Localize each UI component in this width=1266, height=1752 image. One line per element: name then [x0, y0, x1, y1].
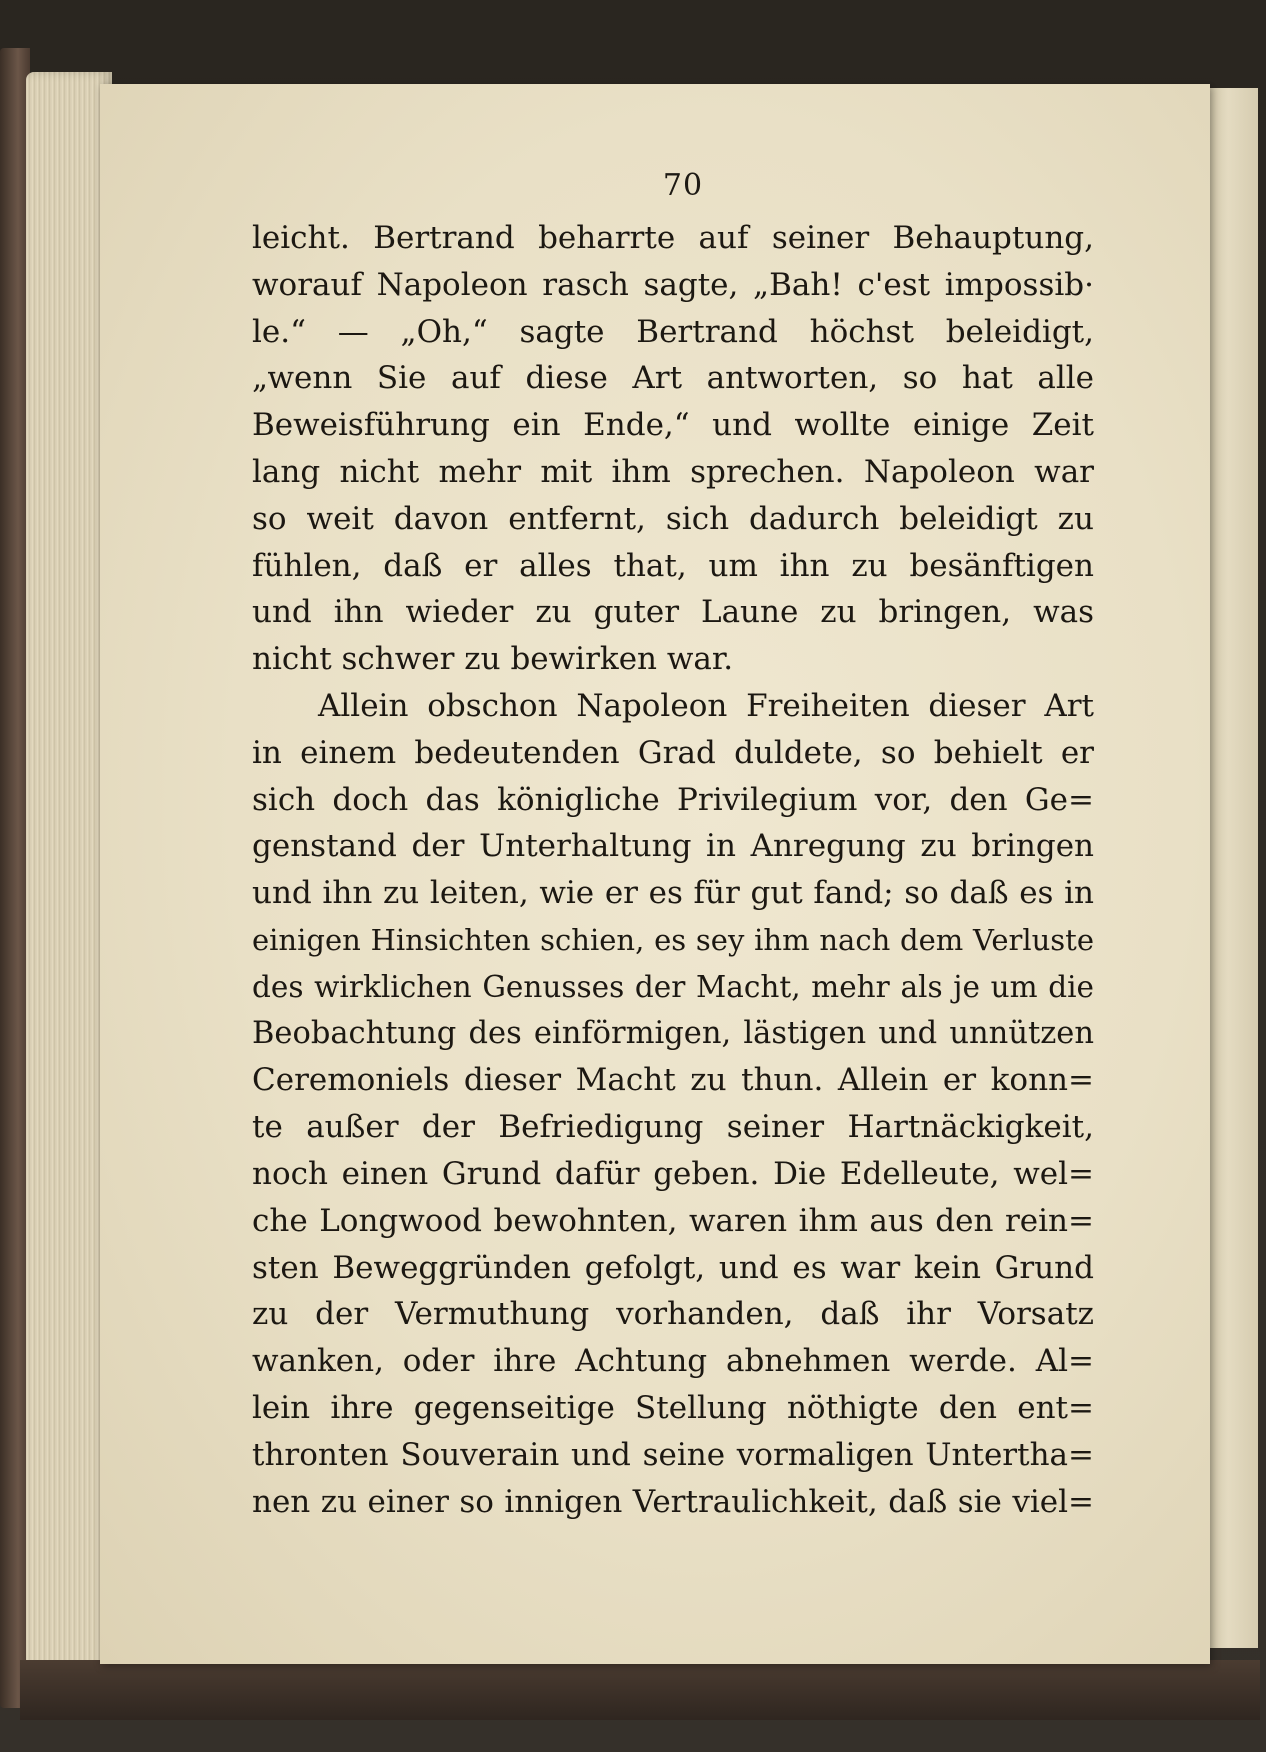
text-line: in einem bedeutenden Grad duldete, so behielt er	[252, 734, 1094, 771]
page-text	[252, 215, 1094, 1525]
text-line: einigen Hinsichten schien, es sey ihm nach dem Verluste	[252, 922, 1094, 957]
text-line: Allein obschon Napoleon Freiheiten dieser Art	[318, 687, 1094, 724]
text-line: thronten Souverain und seine vormaligen Untertha=	[252, 1436, 1094, 1473]
text-line: nicht schwer zu bewirken war.	[252, 641, 734, 678]
text-line: te außer der Befriedigung seiner Hartnäckigkeit,	[252, 1109, 1094, 1146]
text-line: noch einen Grund dafür geben. Die Edelleute, wel=	[252, 1155, 1094, 1192]
text-line: le.“ — „Oh,“ sagte Bertrand höchst beleidigt,	[252, 313, 1094, 350]
text-line: leicht. Bertrand beharrte auf seiner Behauptung,	[252, 220, 1094, 256]
text-line: des wirklichen Genusses der Macht, mehr als je um die	[252, 969, 1094, 1004]
text-line: wanken, oder ihre Achtung abnehmen werde. Al=	[252, 1343, 1094, 1380]
text-line: worauf Napoleon rasch sagte, „Bah! c'est impossib·	[252, 266, 1094, 303]
text-line: lein ihre gegenseitige Stellung nöthigte den ent=	[252, 1389, 1094, 1426]
text-line: Ceremoniels dieser Macht zu thun. Allein er konn=	[252, 1062, 1094, 1099]
text-line: nen zu einer so innigen Vertraulichkeit, daß sie viel=	[252, 1483, 1094, 1520]
text-line: che Longwood bewohnten, waren ihm aus den rein=	[252, 1202, 1094, 1239]
book-cover-bottom	[20, 1660, 1260, 1720]
text-line: „wenn Sie auf diese Art antworten, so hat alle	[252, 360, 1094, 397]
text-line: so weit davon entfernt, sich dadurch beleidigt zu	[252, 500, 1094, 537]
page-number: 70	[662, 168, 704, 203]
facing-page-edge	[1208, 88, 1258, 1648]
text-line: sten Beweggründen gefolgt, und es war kein Grund	[252, 1249, 1094, 1286]
text-line: und ihn zu leiten, wie er es für gut fand; so daß es in	[252, 875, 1094, 912]
text-line: zu der Vermuthung vorhanden, daß ihr Vorsatz	[252, 1296, 1094, 1333]
text-line: und ihn wieder zu guter Laune zu bringen, was	[252, 594, 1094, 631]
text-line: sich doch das königliche Privilegium vor, den Ge=	[252, 781, 1094, 818]
text-line: Beweisführung ein Ende,“ und wollte einige Zeit	[252, 407, 1094, 444]
text-line: lang nicht mehr mit ihm sprechen. Napoleon war	[252, 453, 1094, 490]
text-line: Beobachtung des einförmigen, lästigen und unnützen	[252, 1015, 1094, 1051]
text-line: fühlen, daß er alles that, um ihn zu besänftigen	[252, 547, 1094, 584]
text-line: genstand der Unterhaltung in Anregung zu bringen	[252, 828, 1094, 865]
